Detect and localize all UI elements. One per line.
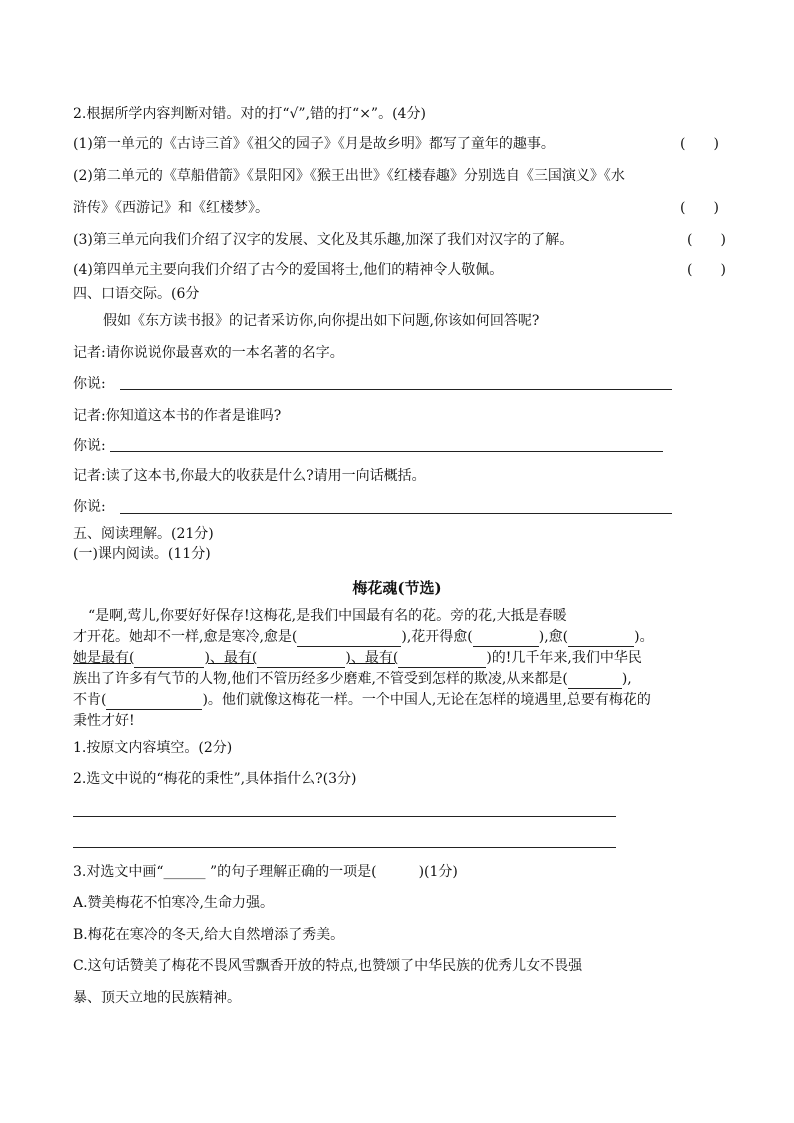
reply-answer-line-3[interactable]: [120, 513, 672, 514]
q2-item-1-answer[interactable]: ( ): [680, 136, 719, 152]
underlined-text: )、最有(: [204, 650, 258, 666]
q2-item-1: (1)第一单元的《古诗三首》《祖父的园子》《月是故乡明》都写了童年的趣事。: [73, 136, 555, 152]
q2-header: 2.根据所学内容判断对错。对的打“√”,错的打“×”。(4分): [73, 106, 426, 122]
fill-blank[interactable]: [106, 695, 202, 710]
reading-question-1: 1.按原文内容填空。(2分): [73, 740, 233, 756]
fill-blank[interactable]: [257, 653, 345, 668]
section5-heading: 五、阅读理解。(21分): [73, 526, 214, 542]
q2-item-2-answer[interactable]: ( ): [680, 200, 719, 216]
passage-text: )。: [634, 629, 654, 645]
option-a[interactable]: A.赞美梅花不怕寒冷,生命力强。: [73, 895, 275, 911]
passage-text: ),: [621, 671, 632, 687]
passage-text: )。他们就像这梅花一样。一个中国人,无论在怎样的境遇里,总要有梅花的: [202, 692, 651, 708]
reply-label-2: 你说:: [73, 438, 106, 454]
passage-text: 不肯(: [73, 692, 107, 708]
fill-blank[interactable]: [134, 653, 204, 668]
passage-line-5: [73, 690, 651, 710]
passage-line-6: 秉性才好!: [73, 713, 135, 729]
answer-line[interactable]: [73, 816, 616, 817]
passage-text: 才开花。她却不一样,愈是寒冷,愈是(: [73, 629, 298, 645]
passage-line-1: “是啊,莺儿,你要好好保存!这梅花,是我们中国最有名的花。旁的花,大抵是春暖: [88, 608, 567, 624]
section5-subheading: (一)课内阅读。(11分): [73, 546, 211, 562]
reporter-question-1: 记者:请你说说你最喜欢的一本名著的名字。: [73, 345, 344, 361]
q2-item-3: (3)第三单元向我们介绍了汉字的发展、文化及其乐趣,加深了我们对汉字的了解。: [73, 232, 574, 248]
q2-item-3-answer[interactable]: ( ): [687, 232, 726, 248]
q2-item-2: (2)第二单元的《草船借箭》《景阳冈》《猴王出世》《红楼春趣》分别选自《三国演义》《水: [73, 168, 625, 184]
underlined-text: )、最有(: [345, 650, 399, 666]
option-c-cont: 暴、顶天立地的民族精神。: [73, 990, 241, 1006]
option-b[interactable]: B.梅花在寒冷的冬天,给大自然增添了秀美。: [73, 927, 345, 943]
reply-answer-line-1[interactable]: [120, 389, 672, 390]
answer-line[interactable]: [73, 847, 616, 848]
passage-title: 梅花魂(节选): [352, 579, 442, 597]
q2-item-4-answer[interactable]: ( ): [687, 262, 726, 278]
option-c[interactable]: C.这句话赞美了梅花不畏风雪飘香开放的特点,也赞颂了中华民族的优秀儿女不畏强: [73, 958, 583, 974]
passage-line-4: [73, 669, 632, 689]
reporter-question-2: 记者:你知道这本书的作者是谁吗?: [73, 408, 282, 424]
passage-line-2: [73, 627, 654, 647]
underlined-text: 她是最有(: [73, 650, 135, 666]
passage-line-3: [73, 648, 642, 668]
passage-text: ),花开得愈(: [401, 629, 473, 645]
fill-blank[interactable]: [398, 653, 486, 668]
passage-text: ),愈(: [538, 629, 569, 645]
reply-answer-line-2[interactable]: [110, 451, 663, 452]
passage-text: 族出了许多有气节的人物,他们不管历经多少磨难,不管受到怎样的欺凌,从来都是(: [73, 671, 568, 687]
fill-blank[interactable]: [297, 632, 401, 647]
q2-item-2-cont: 浒传》《西游记》和《红楼梦》。: [73, 200, 269, 216]
fill-blank[interactable]: [568, 674, 622, 689]
reply-label-3: 你说:: [73, 499, 106, 515]
reporter-question-3: 记者:读了这本书,你最大的收获是什么?请用一向话概括。: [73, 468, 426, 484]
section4-intro: 假如《东方读书报》的记者采访你,向你提出如下问题,你该如何回答呢?: [103, 313, 540, 329]
fill-blank[interactable]: [473, 632, 539, 647]
section4-heading: 四、口语交际。(6分: [73, 286, 200, 302]
fill-blank[interactable]: [568, 632, 634, 647]
reading-question-3: 3.对选文中画“______ ”的句子理解正确的一项是( )(1分): [73, 864, 458, 880]
reply-label-1: 你说:: [73, 376, 106, 392]
reading-question-2: 2.选文中说的“梅花的秉性”,具体指什么?(3分): [73, 771, 357, 787]
passage-text: )的!几千年来,我们中华民: [486, 650, 642, 666]
q2-item-4: (4)第四单元主要向我们介绍了古今的爱国将士,他们的精神令人敬佩。: [73, 262, 504, 278]
